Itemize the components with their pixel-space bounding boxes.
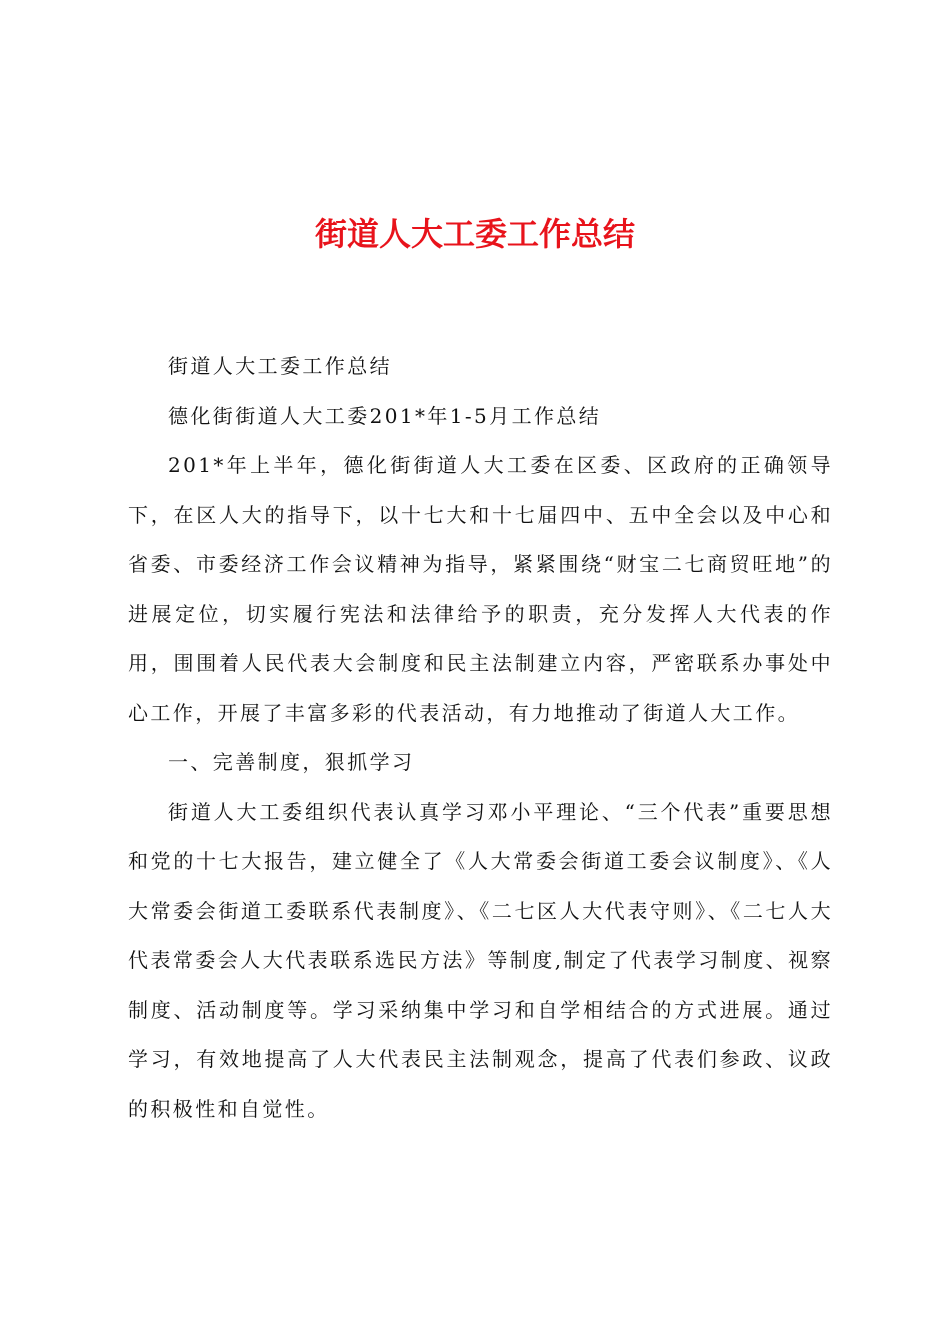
document-title: 街道人大工委工作总结 (314, 215, 635, 253)
document-body (128, 342, 833, 1134)
section-heading: 一、完善制度，狠抓学习 (168, 750, 415, 774)
paragraph-report-title: 德化街街道人大工委201*年1-5月工作总结 (168, 403, 602, 428)
paragraph-study: 街道人大工委组织代表认真学习邓小平理论、“三个代表”重要思想和党的十七大报告，建立健全了《人大常委会街道工委会议制度》、《人大常委会街道工委联系代表制度》、《二七区人大代表守则》、《二七人大代表常委会人大代表联系选民方法》等制度,制定了代表学习制度、视察制度、活动制度等。学习采纳集中学习和自学相结合的方式进展。通过学习，有效地提高了人大代表民主法制观念，提高了代表们参政、议政的积极性和自觉性。 (128, 799, 833, 1121)
paragraph-intro: 201*年上半年，德化街街道人大工委在区委、区政府的正确领导下，在区人大的指导下，以十七大和十七届四中、五中全会以及中心和省委、市委经济工作会议精神为指导，紧紧围绕“财宝二七商贸旺地”的进展定位，切实履行宪法和法律给予的职责，充分发挥人大代表的作用，围围着人民代表大会制度和民主法制建立内容，严密联系办事处中心工作，开展了丰富多彩的代表活动，有力地推动了街道人大工作。 (128, 453, 833, 725)
paragraph-subtitle: 街道人大工委工作总结 (168, 354, 392, 378)
